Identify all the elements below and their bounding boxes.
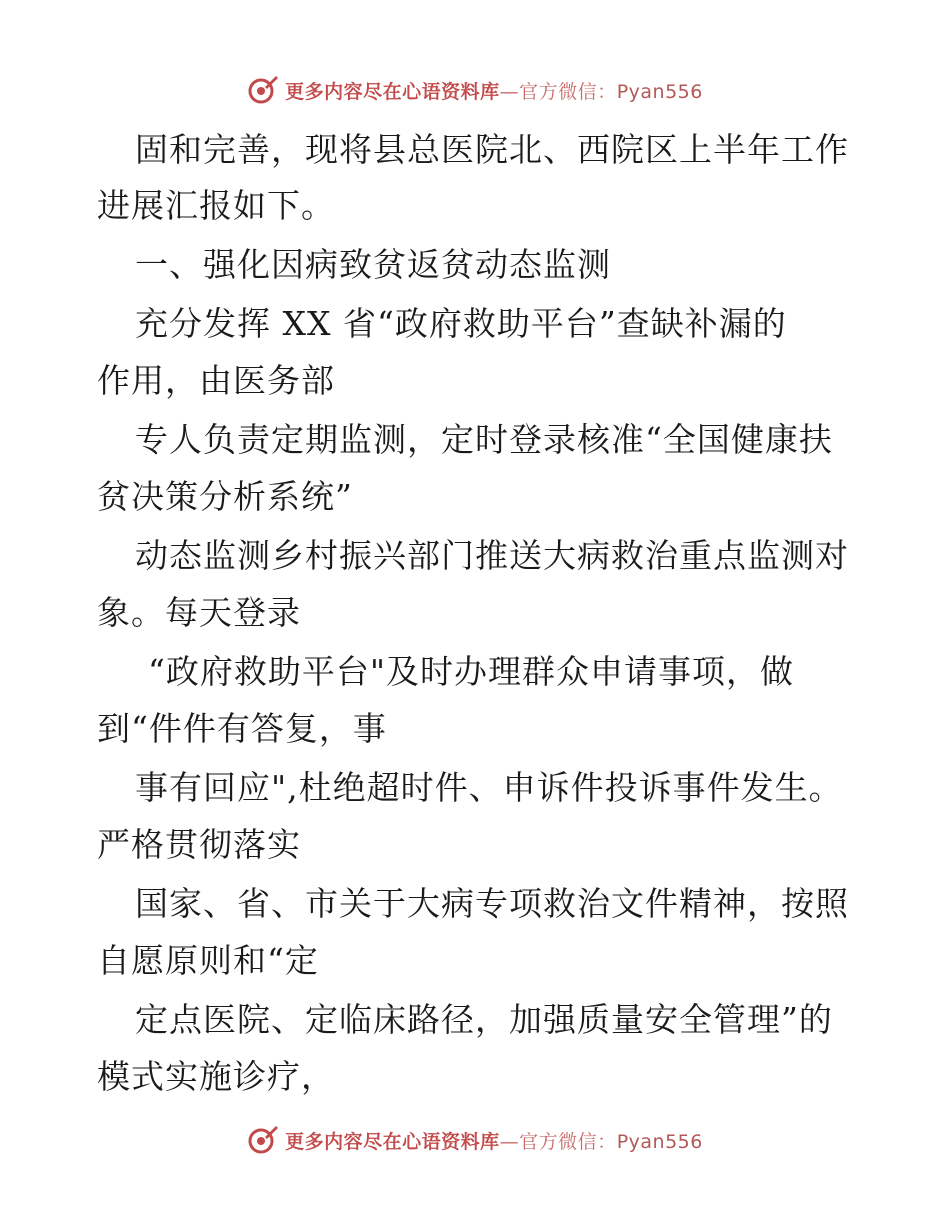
brand-logo-icon	[247, 1124, 279, 1156]
text-line: 象。每天登录	[97, 593, 301, 632]
watermark-brand: 更多内容尽在心语资料库	[285, 1130, 500, 1153]
text-line: 充分发挥 XX 省“政府救助平台”查缺补漏的	[135, 304, 787, 343]
watermark-wechat-id: Pyan556	[616, 1130, 703, 1153]
text-line: 事有回应",杜绝超时件、申诉件投诉事件发生。	[135, 768, 843, 807]
watermark-brand: 更多内容尽在心语资料库	[285, 80, 500, 103]
watermark-label: 官方微信：	[519, 1130, 617, 1153]
header-watermark-banner	[0, 70, 950, 110]
text-line: 专人负责定期监测，定时登录核准“全国健康扶	[135, 420, 833, 459]
text-line: 国家、省、市关于大病专项救治文件精神，按照	[135, 884, 849, 923]
text-line: 进展汇报如下。	[97, 186, 335, 225]
section-heading: 一、强化因病致贫返贫动态监测	[135, 245, 611, 284]
watermark-dash: —	[499, 80, 520, 103]
text-line: 严格贯彻落实	[97, 825, 301, 864]
watermark-dash: —	[499, 1130, 520, 1153]
watermark-text	[285, 1127, 703, 1154]
text-line: 自愿原则和“定	[97, 941, 319, 980]
brand-logo-icon	[247, 74, 279, 106]
text-line: “政府救助平台"及时办理群众申请事项，做	[148, 652, 795, 691]
text-line: 作用，由医务部	[97, 361, 335, 400]
watermark-wechat-id: Pyan556	[616, 80, 703, 103]
text-line: 动态监测乡村振兴部门推送大病救治重点监测对	[135, 536, 849, 575]
footer-watermark-banner	[0, 1120, 950, 1160]
text-line: 贫决策分析系统”	[97, 477, 353, 516]
text-line: 固和完善，现将县总医院北、西院区上半年工作	[135, 130, 849, 169]
watermark-label: 官方微信：	[519, 80, 617, 103]
text-line: 模式实施诊疗，	[97, 1057, 335, 1096]
text-line: 定点医院、定临床路径，加强质量安全管理”的	[135, 1000, 833, 1039]
watermark-text	[285, 77, 703, 104]
text-line: 到“件件有答复，事	[97, 709, 387, 748]
